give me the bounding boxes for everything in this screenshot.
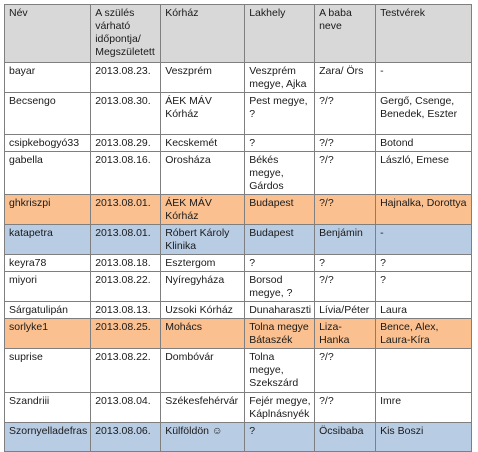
column-header-residence: Lakhely <box>245 5 315 63</box>
cell-baby-name: ? <box>315 255 376 272</box>
cell-hospital: Mohács <box>161 319 245 349</box>
table-row <box>5 195 472 225</box>
cell-name: keyra78 <box>5 255 91 272</box>
cell-name: katapetra <box>5 225 91 255</box>
cell-siblings: ? <box>376 255 472 272</box>
cell-residence: Borsod megye, ? <box>245 272 315 302</box>
cell-siblings: Hajnalka, Dorottya <box>376 195 472 225</box>
cell-hospital: Orosháza <box>161 152 245 195</box>
cell-due-date: 2013.08.29. <box>91 135 161 152</box>
cell-due-date: 2013.08.23. <box>91 63 161 93</box>
cell-due-date: 2013.08.01. <box>91 225 161 255</box>
cell-name: sorlyke1 <box>5 319 91 349</box>
cell-due-date: 2013.08.22. <box>91 272 161 302</box>
cell-hospital: Székesfehérvár <box>161 393 245 423</box>
cell-residence: Fejér megye, Káplnásnyék <box>245 393 315 423</box>
table-row <box>5 393 472 423</box>
cell-baby-name: Lívia/Péter <box>315 302 376 319</box>
cell-baby-name: Zara/ Örs <box>315 63 376 93</box>
cell-hospital: ÁEK MÁV Kórház <box>161 93 245 135</box>
cell-baby-name: Benjámin <box>315 225 376 255</box>
cell-baby-name: Öcsibaba <box>315 423 376 452</box>
column-header-name: Név <box>5 5 91 63</box>
cell-siblings: Botond <box>376 135 472 152</box>
table-row <box>5 302 472 319</box>
table-row <box>5 93 472 135</box>
column-header-siblings: Testvérek <box>376 5 472 63</box>
table-row <box>5 319 472 349</box>
cell-due-date: 2013.08.18. <box>91 255 161 272</box>
cell-due-date: 2013.08.04. <box>91 393 161 423</box>
cell-baby-name: ?/? <box>315 195 376 225</box>
cell-siblings: ? <box>376 272 472 302</box>
cell-name: gabella <box>5 152 91 195</box>
cell-name: suprise <box>5 349 91 393</box>
column-header-due-date: A szülés várható időpontja/ Megszületett <box>91 5 161 63</box>
cell-name: Szornyelladefras <box>5 423 91 452</box>
cell-hospital: Róbert Károly Klinika <box>161 225 245 255</box>
cell-hospital: Veszprém <box>161 63 245 93</box>
cell-hospital: ÁEK MÁV Kórház <box>161 195 245 225</box>
cell-hospital: Nyíregyháza <box>161 272 245 302</box>
cell-siblings <box>376 349 472 393</box>
birth-registry-table <box>4 4 472 452</box>
cell-residence: Dunaharaszti <box>245 302 315 319</box>
cell-baby-name: Liza-Hanka <box>315 319 376 349</box>
cell-siblings: - <box>376 63 472 93</box>
cell-residence: Pest megye, ? <box>245 93 315 135</box>
table-row <box>5 349 472 393</box>
cell-baby-name: ?/? <box>315 152 376 195</box>
table-row <box>5 423 472 452</box>
table-row <box>5 135 472 152</box>
column-header-baby-name: A baba neve <box>315 5 376 63</box>
cell-due-date: 2013.08.13. <box>91 302 161 319</box>
cell-residence: Tolna megye Bátaszék <box>245 319 315 349</box>
table-row <box>5 152 472 195</box>
cell-name: csipkebogyó33 <box>5 135 91 152</box>
cell-residence: ? <box>245 423 315 452</box>
cell-residence: Békés megye, Gárdos <box>245 152 315 195</box>
cell-residence: Veszprém megye, Ajka <box>245 63 315 93</box>
cell-name: Becsengo <box>5 93 91 135</box>
cell-siblings: Gergő, Csenge, Benedek, Eszter <box>376 93 472 135</box>
cell-baby-name: ?/? <box>315 272 376 302</box>
cell-siblings: László, Emese <box>376 152 472 195</box>
cell-residence: ? <box>245 255 315 272</box>
table-row <box>5 225 472 255</box>
cell-siblings: - <box>376 225 472 255</box>
cell-residence: ? <box>245 135 315 152</box>
cell-name: Szandriii <box>5 393 91 423</box>
cell-name: Sárgatulipán <box>5 302 91 319</box>
cell-residence: Tolna megye, Szekszárd <box>245 349 315 393</box>
table-row <box>5 63 472 93</box>
cell-due-date: 2013.08.22. <box>91 349 161 393</box>
cell-due-date: 2013.08.06. <box>91 423 161 452</box>
cell-due-date: 2013.08.25. <box>91 319 161 349</box>
cell-baby-name: ?/? <box>315 93 376 135</box>
cell-due-date: 2013.08.16. <box>91 152 161 195</box>
cell-hospital: Kecskemét <box>161 135 245 152</box>
cell-hospital: Külföldön ☺ <box>161 423 245 452</box>
cell-baby-name: ?/? <box>315 349 376 393</box>
cell-baby-name: ?/? <box>315 135 376 152</box>
cell-siblings: Laura <box>376 302 472 319</box>
table-row <box>5 272 472 302</box>
cell-hospital: Dombóvár <box>161 349 245 393</box>
cell-siblings: Kis Boszi <box>376 423 472 452</box>
cell-hospital: Uzsoki Kórház <box>161 302 245 319</box>
cell-siblings: Bence, Alex, Laura-Kíra <box>376 319 472 349</box>
header-row <box>5 5 472 63</box>
table-row <box>5 255 472 272</box>
cell-hospital: Esztergom <box>161 255 245 272</box>
cell-residence: Budapest <box>245 195 315 225</box>
cell-due-date: 2013.08.30. <box>91 93 161 135</box>
cell-name: bayar <box>5 63 91 93</box>
column-header-hospital: Kórház <box>161 5 245 63</box>
cell-residence: Budapest <box>245 225 315 255</box>
cell-siblings: Imre <box>376 393 472 423</box>
cell-name: miyori <box>5 272 91 302</box>
cell-due-date: 2013.08.01. <box>91 195 161 225</box>
cell-baby-name: ?/? <box>315 393 376 423</box>
cell-name: ghkriszpi <box>5 195 91 225</box>
